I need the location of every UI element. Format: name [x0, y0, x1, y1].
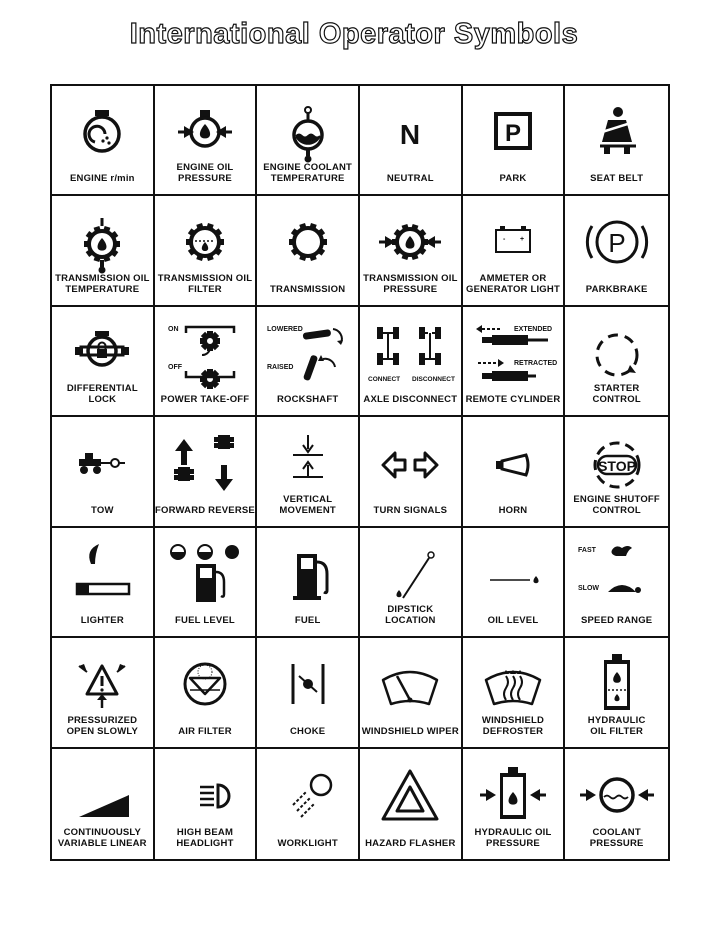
worklight-icon [263, 761, 353, 831]
speed-fast-label: FAST [577, 546, 596, 554]
speed-slow-label: SLOW [577, 584, 599, 592]
starter-control-icon [572, 319, 662, 389]
symbol-cell-neutral [360, 86, 463, 196]
remote-cylinder-icon [468, 319, 558, 389]
seat-belt-icon [572, 98, 662, 168]
symbol-label: ENGINE OIL PRESSURE [176, 162, 234, 185]
windshield-defroster-icon [468, 650, 558, 720]
cylinder-extended-label: EXTENDED [513, 325, 553, 333]
neutral-icon [365, 98, 455, 168]
symbol-label: DIFFERENTIAL LOCK [66, 383, 138, 406]
symbol-label: PARK [499, 173, 527, 185]
symbol-cell-park [463, 86, 566, 196]
rockshaft-icon [263, 319, 353, 389]
symbol-cell-fuel [257, 528, 360, 638]
hazard-icon [365, 761, 455, 831]
symbol-cell-ammeter [463, 196, 566, 306]
symbol-label: TURN SIGNALS [373, 504, 448, 516]
symbol-label: PARKBRAKE [585, 283, 648, 295]
rockshaft-raised-label: RAISED [266, 363, 294, 371]
symbol-label: ENGINE SHUTOFF CONTROL [573, 493, 660, 516]
symbol-label: CONTINUOUSLY VARIABLE LINEAR [57, 827, 147, 849]
dipstick-icon [365, 540, 455, 610]
windshield-wiper-icon [365, 650, 455, 720]
horn-icon [468, 429, 558, 499]
symbol-cell-engine-oil-pressure [155, 86, 258, 196]
symbol-cell-remote-cylinder [463, 307, 566, 417]
symbol-cell-windshield-defroster [463, 638, 566, 748]
lighter-icon [57, 540, 147, 610]
symbol-label: COOLANT PRESSURE [589, 827, 644, 849]
symbol-label: SPEED RANGE [580, 615, 653, 627]
symbol-label: PRESSURIZED OPEN SLOWLY [66, 714, 139, 737]
symbol-label: WINDSHIELD WIPER [361, 725, 459, 737]
symbol-cell-rockshaft [257, 307, 360, 417]
hydraulic-oil-filter-icon [572, 650, 662, 720]
symbol-label: TOW [91, 504, 114, 516]
fuel-icon [263, 540, 353, 610]
vertical-movement-icon [263, 429, 353, 499]
park-letter: P [504, 120, 521, 147]
symbol-cell-fuel-level [155, 528, 258, 638]
ammeter-minus: - [502, 236, 506, 244]
symbol-label: REMOTE CYLINDER [465, 394, 561, 406]
symbol-cell-choke [257, 638, 360, 748]
transmission-oil-pressure-icon [365, 208, 455, 278]
transmission-oil-filter-icon [160, 208, 250, 278]
symbol-label: VERTICAL MOVEMENT [279, 493, 336, 516]
symbol-label: TRANSMISSION OIL TEMPERATURE [55, 272, 150, 295]
symbol-cell-horn [463, 417, 566, 527]
parkbrake-letter: P [607, 228, 626, 259]
symbol-label: FUEL [294, 615, 321, 627]
symbol-label: TRANSMISSION OIL FILTER [157, 272, 253, 295]
symbol-label: SEAT BELT [590, 173, 644, 185]
axle-disconnect-label: DISCONNECT [412, 375, 456, 383]
parkbrake-icon [572, 208, 662, 278]
page-title: International Operator Symbols [129, 18, 579, 50]
transmission-icon [263, 208, 353, 278]
symbol-label: FORWARD REVERSE [155, 504, 255, 516]
symbol-label: NEUTRAL [386, 173, 434, 185]
symbol-label: HYDRAULIC OIL FILTER [587, 714, 646, 737]
differential-lock-icon [57, 319, 147, 389]
symbol-cell-hazard [360, 749, 463, 859]
high-beam-icon [160, 761, 250, 831]
symbol-cell-axle-disconnect [360, 307, 463, 417]
axle-disconnect-icon [365, 319, 455, 389]
engine-coolant-temperature-icon [263, 98, 353, 168]
symbol-cell-forward-reverse [155, 417, 258, 527]
symbol-cell-continuously-variable [52, 749, 155, 859]
symbol-label: HORN [498, 504, 528, 516]
symbol-cell-engine-shutoff [565, 417, 668, 527]
symbol-cell-speed-range [565, 528, 668, 638]
symbol-label: TRANSMISSION OIL PRESSURE [363, 272, 458, 295]
symbol-label: ROCKSHAFT [276, 394, 339, 406]
symbol-cell-turn-signals [360, 417, 463, 527]
symbol-label: WORKLIGHT [277, 838, 338, 849]
symbol-cell-differential-lock [52, 307, 155, 417]
symbol-label: DIPSTICK LOCATION [385, 604, 436, 627]
symbol-cell-transmission-oil-filter [155, 196, 258, 306]
symbol-cell-tow [52, 417, 155, 527]
symbol-label: HYDRAULIC OIL PRESSURE [474, 827, 552, 849]
forward-reverse-icon [160, 429, 250, 499]
symbol-cell-seat-belt [565, 86, 668, 196]
symbol-grid [50, 84, 670, 861]
symbol-cell-hydraulic-oil-filter [565, 638, 668, 748]
symbol-cell-dipstick [360, 528, 463, 638]
symbol-label: POWER TAKE-OFF [160, 394, 250, 406]
symbol-cell-pressurized [52, 638, 155, 748]
symbol-cell-transmission [257, 196, 360, 306]
symbol-cell-power-take-off [155, 307, 258, 417]
symbol-cell-engine-coolant-temperature [257, 86, 360, 196]
ammeter-plus: + [519, 236, 525, 244]
symbol-label: CHOKE [290, 725, 326, 737]
symbol-label: OIL LEVEL [487, 615, 539, 627]
tow-icon [57, 429, 147, 499]
oil-level-icon [468, 540, 558, 610]
pto-off-label: OFF [167, 363, 182, 371]
symbol-label: TRANSMISSION [270, 283, 346, 295]
symbol-label: HIGH BEAM HEADLIGHT [176, 827, 234, 849]
symbol-cell-transmission-oil-temperature [52, 196, 155, 306]
speed-range-icon [572, 540, 662, 610]
symbol-label: AXLE DISCONNECT [363, 394, 458, 406]
ammeter-icon [468, 208, 558, 278]
symbol-label: ENGINE COOLANT TEMPERATURE [263, 162, 353, 185]
symbol-label: AIR FILTER [178, 725, 232, 737]
engine-rpm-icon [57, 98, 147, 168]
continuously-variable-icon [57, 761, 147, 831]
symbol-label: AMMETER OR GENERATOR LIGHT [466, 272, 560, 295]
symbol-cell-parkbrake [565, 196, 668, 306]
symbol-cell-starter-control [565, 307, 668, 417]
symbol-label: HAZARD FLASHER [365, 838, 456, 849]
symbol-cell-air-filter [155, 638, 258, 748]
symbol-cell-engine-rpm [52, 86, 155, 196]
rockshaft-lowered-label: LOWERED [266, 325, 303, 333]
symbol-cell-hydraulic-oil-pressure [463, 749, 566, 859]
fuel-level-icon [160, 540, 250, 610]
symbol-cell-high-beam [155, 749, 258, 859]
symbol-cell-transmission-oil-pressure [360, 196, 463, 306]
symbol-label: FUEL LEVEL [175, 615, 235, 627]
axle-connect-label: CONNECT [368, 375, 401, 383]
transmission-oil-temperature-icon [57, 208, 147, 278]
engine-oil-pressure-icon [160, 98, 250, 168]
symbol-cell-oil-level [463, 528, 566, 638]
coolant-pressure-icon [572, 761, 662, 831]
symbol-cell-windshield-wiper [360, 638, 463, 748]
symbol-label: WINDSHIELD DEFROSTER [481, 714, 545, 737]
symbol-label: STARTER CONTROL [592, 383, 641, 406]
pto-on-label: ON [167, 325, 179, 333]
symbol-label: LIGHTER [80, 615, 124, 627]
pressurized-icon [57, 650, 147, 720]
symbol-label: ENGINE r/min [69, 173, 135, 185]
air-filter-icon [160, 650, 250, 720]
park-icon [468, 98, 558, 168]
symbol-cell-worklight [257, 749, 360, 859]
symbol-cell-coolant-pressure [565, 749, 668, 859]
stop-text: STOP [597, 458, 636, 475]
symbol-cell-vertical-movement [257, 417, 360, 527]
hydraulic-oil-pressure-icon [468, 761, 558, 831]
cylinder-retracted-label: RETRACTED [513, 359, 558, 367]
choke-icon [263, 650, 353, 720]
turn-signals-icon [365, 429, 455, 499]
engine-shutoff-icon [572, 429, 662, 499]
symbol-cell-lighter [52, 528, 155, 638]
neutral-letter: N [400, 119, 421, 150]
power-take-off-icon [160, 319, 250, 389]
